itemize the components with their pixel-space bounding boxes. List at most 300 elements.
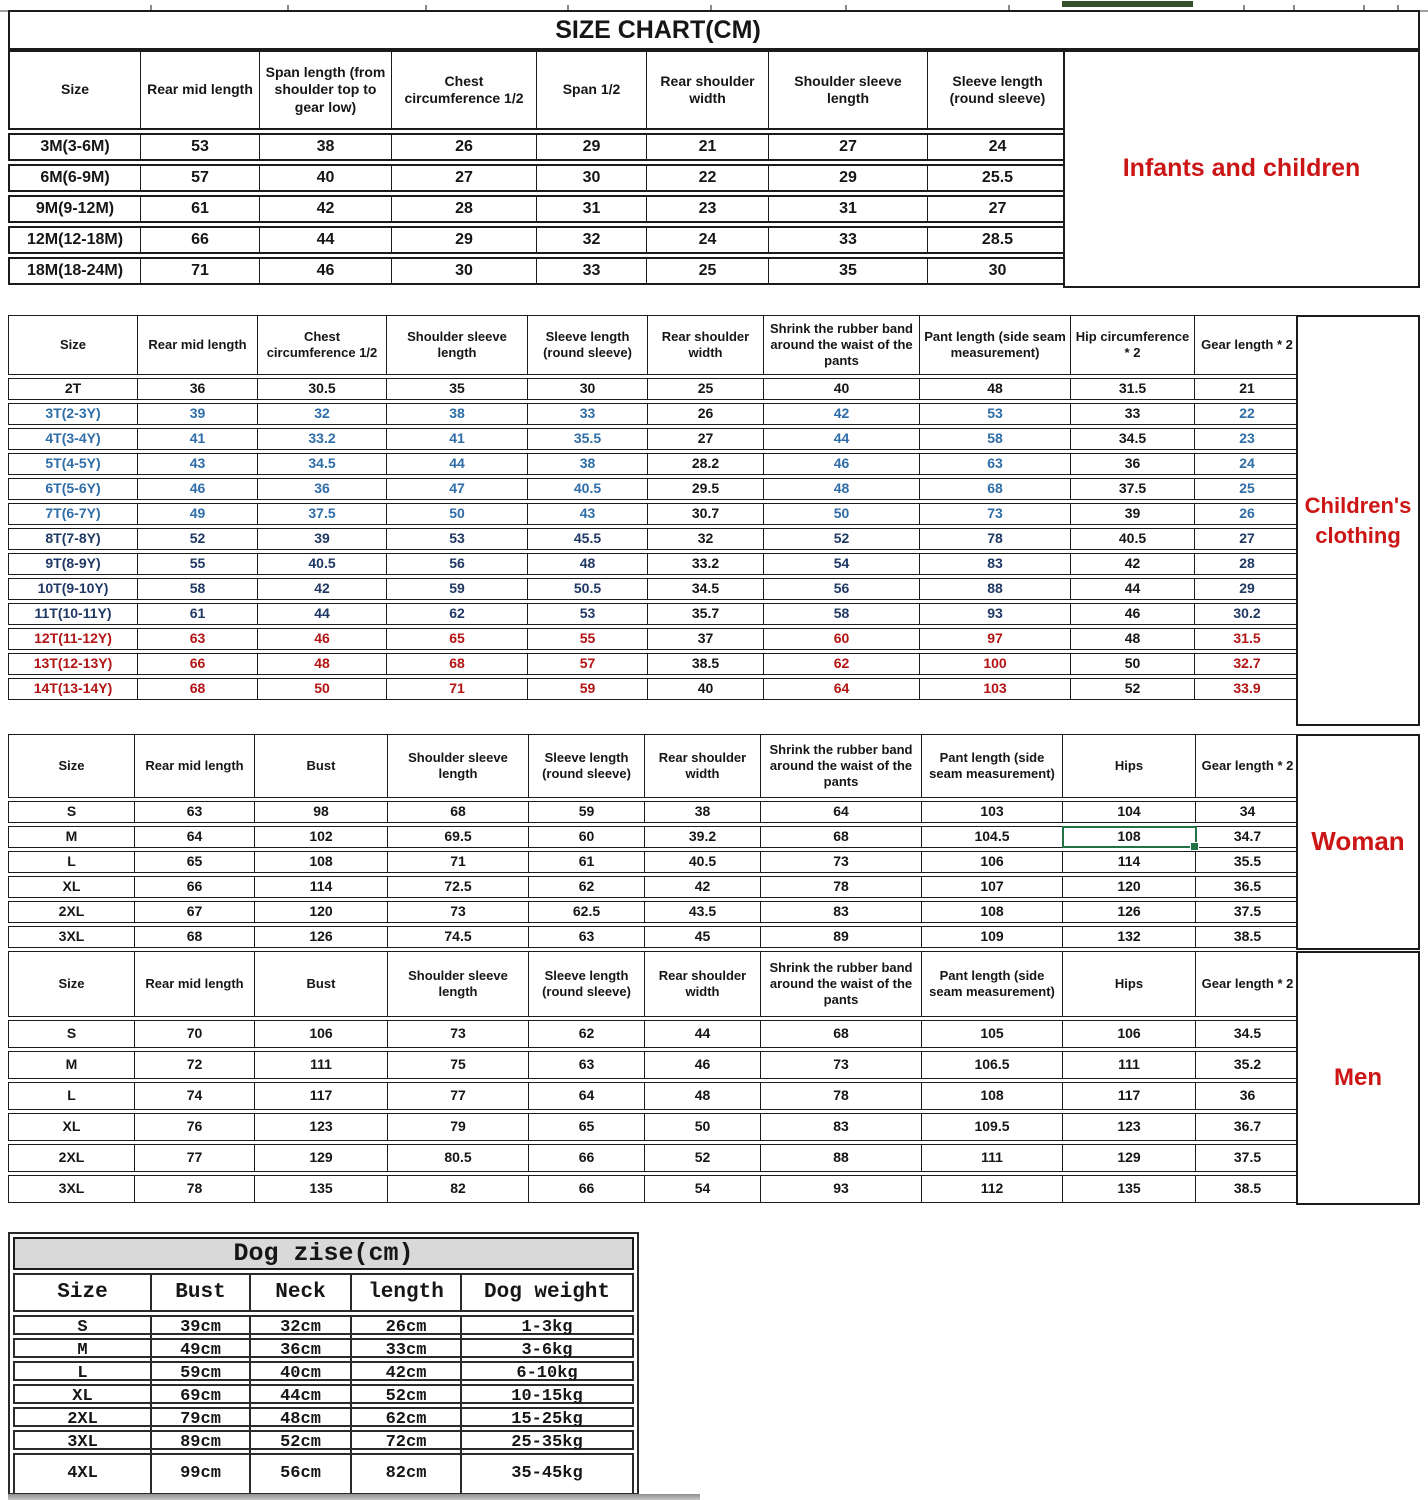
column-header-cell: Pant length (side seam measurement) <box>922 735 1063 797</box>
table-cell: 108 <box>255 852 388 873</box>
table-cell: M <box>15 1340 152 1363</box>
table-cell: 58 <box>138 579 258 599</box>
table-cell: 35.2 <box>1233 1056 1262 1073</box>
table-cell: 8T(7-8Y) <box>9 529 138 549</box>
table-cell: 61 <box>529 852 645 873</box>
table-cell: 80.5 <box>388 1145 529 1171</box>
table-cell: 117 <box>255 1083 388 1109</box>
table-cell: 52 <box>645 1145 761 1171</box>
table-cell: 60 <box>529 827 645 848</box>
table-cell: 31 <box>537 197 647 221</box>
table-cell: 42 <box>1071 554 1195 574</box>
table-header-row <box>8 315 1298 375</box>
table-cell: 126 <box>255 927 388 948</box>
table-cell: 3T(2-3Y) <box>9 404 138 424</box>
table-cell: 83 <box>920 554 1071 574</box>
size-chart-title: SIZE CHART(CM) <box>8 10 1420 50</box>
table-cell: 28 <box>392 197 537 221</box>
table-cell: 73 <box>761 852 922 873</box>
table-cell: 59 <box>529 802 645 823</box>
table-cell: 38 <box>528 454 648 474</box>
table-cell: 104.5 <box>922 827 1063 848</box>
table-cell: 39 <box>1071 504 1195 524</box>
table-row <box>13 1407 634 1427</box>
table-cell: 40.5 <box>645 852 761 873</box>
table-cell: 43 <box>138 454 258 474</box>
table-cell: 120 <box>1063 877 1196 898</box>
column-header-cell: Rear shoulder width <box>648 316 764 374</box>
table-row <box>8 901 1298 924</box>
table-cell: 35 <box>769 259 928 283</box>
table-cell: 56 <box>764 579 920 599</box>
column-header-cell: Size <box>15 1275 152 1310</box>
table-cell: 65 <box>387 629 528 649</box>
table-cell: 79 <box>388 1114 529 1140</box>
table-cell: 33 <box>1071 404 1195 424</box>
column-header-cell: Size <box>10 52 141 128</box>
table-cell: 54 <box>645 1176 761 1202</box>
table-cell: 111 <box>1063 1052 1196 1078</box>
table-row <box>8 1144 1298 1172</box>
table-cell: 52 <box>1071 679 1195 699</box>
table-cell: 42 <box>260 197 392 221</box>
column-header-cell: Shrink the rubber band around the waist of the pants <box>761 952 922 1016</box>
table-cell: 44 <box>260 228 392 252</box>
table-cell: 48 <box>920 379 1071 399</box>
table-cell: M <box>9 827 135 848</box>
table-cell: 73 <box>388 902 529 923</box>
table-cell: 38.5 <box>1233 1180 1262 1197</box>
table-cell: 123 <box>1063 1114 1196 1140</box>
table-cell: 33cm <box>352 1340 462 1363</box>
table-cell: 57 <box>528 654 648 674</box>
table-cell: 24 <box>647 228 769 252</box>
table-cell: 112 <box>922 1176 1063 1202</box>
table-cell: 28.2 <box>648 454 764 474</box>
table-cell: 66 <box>135 877 255 898</box>
table-cell: 27 <box>988 200 1007 218</box>
table-cell: 68 <box>761 827 922 848</box>
table-cell: 106.5 <box>922 1052 1063 1078</box>
table-cell: 36 <box>1071 454 1195 474</box>
table-cell: 44 <box>764 429 920 449</box>
table-cell: 40 <box>260 166 392 190</box>
table-cell: S <box>9 1021 135 1047</box>
column-header-cell: Shrink the rubber band around the waist of the pants <box>761 735 922 797</box>
table-cell: 40.5 <box>1071 529 1195 549</box>
table-cell: 36 <box>1239 1087 1256 1104</box>
table-cell: 63 <box>138 629 258 649</box>
table-cell: 43.5 <box>645 902 761 923</box>
woman-size-table <box>8 734 1420 951</box>
table-cell: 34.5 <box>1233 1025 1262 1042</box>
dog-table-shadow <box>8 1494 700 1500</box>
table-row <box>8 528 1298 550</box>
table-row <box>8 678 1298 700</box>
table-cell: 98 <box>255 802 388 823</box>
table-cell: 106 <box>922 852 1063 873</box>
table-cell: 58 <box>764 604 920 624</box>
table-cell: 46 <box>258 629 387 649</box>
table-cell: 64 <box>764 679 920 699</box>
table-cell: 30.5 <box>258 379 387 399</box>
table-cell: 46 <box>1071 604 1195 624</box>
table-cell: 32 <box>648 529 764 549</box>
table-cell: 10-15kg <box>511 1387 583 1406</box>
table-cell: 4T(3-4Y) <box>9 429 138 449</box>
column-header-cell: Bust <box>255 952 388 1016</box>
table-cell: 77 <box>135 1145 255 1171</box>
table-cell: 41 <box>138 429 258 449</box>
table-cell: 64 <box>135 827 255 848</box>
table-cell: 62cm <box>352 1409 462 1432</box>
table-cell: 27 <box>648 429 764 449</box>
table-cell: 78 <box>920 529 1071 549</box>
table-cell: 44 <box>645 1021 761 1047</box>
table-cell: 65 <box>135 852 255 873</box>
table-cell: 48 <box>645 1083 761 1109</box>
table-cell: 33.2 <box>648 554 764 574</box>
table-cell: 34.7 <box>1233 828 1262 845</box>
table-cell: 31 <box>769 197 928 221</box>
table-cell: 64 <box>761 802 922 823</box>
table-cell: 66 <box>141 228 260 252</box>
table-cell: 82 <box>388 1176 529 1202</box>
table-cell: 47 <box>387 479 528 499</box>
table-cell: S <box>9 802 135 823</box>
table-cell: 52 <box>764 529 920 549</box>
table-cell: 41 <box>387 429 528 449</box>
table-header-row <box>13 1273 634 1312</box>
table-cell: M <box>9 1052 135 1078</box>
table-cell: 25 <box>648 379 764 399</box>
table-cell: 83 <box>761 902 922 923</box>
table-cell: 63 <box>920 454 1071 474</box>
table-cell: 24 <box>1239 455 1255 472</box>
table-row <box>8 628 1298 650</box>
table-cell: 63 <box>529 1052 645 1078</box>
table-row <box>8 478 1298 500</box>
table-cell: 72cm <box>352 1432 462 1455</box>
table-cell: 71 <box>141 259 260 283</box>
table-cell: L <box>15 1363 152 1386</box>
table-row <box>8 603 1298 625</box>
table-cell: XL <box>9 877 135 898</box>
table-cell: 67 <box>135 902 255 923</box>
table-cell: 44 <box>1071 579 1195 599</box>
table-cell: 3XL <box>9 1176 135 1202</box>
table-cell: 76 <box>135 1114 255 1140</box>
table-row <box>8 1020 1298 1048</box>
table-cell: 2XL <box>9 1145 135 1171</box>
table-row <box>8 403 1298 425</box>
table-row <box>8 578 1298 600</box>
column-header-cell: Rear mid length <box>141 52 260 128</box>
column-header-cell: Neck <box>251 1275 352 1310</box>
table-cell: 111 <box>255 1052 388 1078</box>
table-cell: 53 <box>141 135 260 159</box>
table-cell: 26 <box>648 404 764 424</box>
table-cell: 63 <box>135 802 255 823</box>
table-cell: 58 <box>920 429 1071 449</box>
table-cell: 27 <box>1239 530 1255 547</box>
table-cell: 100 <box>920 654 1071 674</box>
table-cell: 1-3kg <box>521 1318 573 1337</box>
table-cell: 70 <box>135 1021 255 1047</box>
table-row <box>8 378 1298 400</box>
infants-side-label: Infants and children <box>1063 50 1420 288</box>
table-cell: 42 <box>645 877 761 898</box>
column-header-cell: Bust <box>152 1275 251 1310</box>
table-header-row <box>8 951 1298 1017</box>
table-cell: 107 <box>922 877 1063 898</box>
table-cell: 25.5 <box>981 169 1014 187</box>
table-cell: 48 <box>528 554 648 574</box>
men-size-table <box>8 951 1420 1206</box>
table-cell: 88 <box>761 1145 922 1171</box>
table-cell: 126 <box>1063 902 1196 923</box>
table-cell: 40 <box>764 379 920 399</box>
table-cell: 37.5 <box>1233 903 1262 920</box>
table-cell: 21 <box>647 135 769 159</box>
table-cell: 42 <box>258 579 387 599</box>
table-cell: 74.5 <box>388 927 529 948</box>
column-header-cell: Size <box>9 735 135 797</box>
table-cell: 50 <box>387 504 528 524</box>
table-cell: 88 <box>920 579 1071 599</box>
table-cell: 40.5 <box>258 554 387 574</box>
table-cell: 117 <box>1063 1083 1196 1109</box>
table-cell: 33 <box>769 228 928 252</box>
table-cell: L <box>9 1083 135 1109</box>
table-cell: 36cm <box>251 1340 352 1363</box>
table-cell: 34 <box>1239 803 1256 820</box>
table-row <box>13 1338 634 1358</box>
table-cell: 40.5 <box>528 479 648 499</box>
children-size-table <box>8 315 1420 728</box>
table-cell: 32 <box>258 404 387 424</box>
column-header-cell: Hips <box>1063 735 1196 797</box>
table-cell: 49 <box>138 504 258 524</box>
table-cell: 50 <box>645 1114 761 1140</box>
table-cell: 78 <box>135 1176 255 1202</box>
table-row <box>8 876 1298 899</box>
column-header-cell: Size <box>9 952 135 1016</box>
table-cell: 102 <box>255 827 388 848</box>
table-cell: 3-6kg <box>521 1341 573 1360</box>
table-cell: 66 <box>529 1176 645 1202</box>
table-cell: 3M(3-6M) <box>10 135 141 159</box>
table-cell: 42cm <box>352 1363 462 1386</box>
table-cell: 50 <box>1071 654 1195 674</box>
table-cell: 39 <box>138 404 258 424</box>
table-cell: 69.5 <box>388 827 529 848</box>
table-cell: 50 <box>764 504 920 524</box>
table-cell: 62 <box>387 604 528 624</box>
column-header-cell: Sleeve length (round sleeve) <box>529 952 645 1016</box>
table-cell: 66 <box>138 654 258 674</box>
table-row <box>8 801 1298 824</box>
table-cell: 53 <box>387 529 528 549</box>
table-cell: 50 <box>258 679 387 699</box>
table-cell: 9M(9-12M) <box>10 197 141 221</box>
table-cell: 79cm <box>152 1409 251 1432</box>
table-cell: 48 <box>764 479 920 499</box>
table-cell: 30 <box>392 259 537 283</box>
table-cell: 11T(10-11Y) <box>9 604 138 624</box>
table-cell: 34.5 <box>1071 429 1195 449</box>
table-cell: 106 <box>255 1021 388 1047</box>
column-header-cell: Rear shoulder width <box>645 952 761 1016</box>
table-cell: 30 <box>988 262 1007 280</box>
table-cell: XL <box>9 1114 135 1140</box>
table-row <box>8 257 1065 285</box>
table-row <box>8 926 1298 949</box>
table-cell: 73 <box>920 504 1071 524</box>
column-header-cell: length <box>352 1275 462 1310</box>
table-cell: 69cm <box>152 1386 251 1409</box>
table-row <box>8 195 1065 223</box>
table-row <box>8 1113 1298 1141</box>
table-cell: 68 <box>388 802 529 823</box>
table-cell: 46 <box>764 454 920 474</box>
table-cell: 114 <box>255 877 388 898</box>
table-cell: 28.5 <box>981 231 1014 249</box>
table-cell: 29.5 <box>648 479 764 499</box>
column-header-cell: Pant length (side seam measurement) <box>920 316 1071 374</box>
table-cell: 105 <box>922 1021 1063 1047</box>
table-row <box>8 851 1298 874</box>
table-cell: 37.5 <box>258 504 387 524</box>
column-header-cell: Bust <box>255 735 388 797</box>
table-cell: 39.2 <box>645 827 761 848</box>
table-cell: 37.5 <box>1233 1149 1262 1166</box>
table-row <box>8 133 1065 161</box>
table-cell: 35-45kg <box>511 1463 583 1483</box>
table-cell: 29 <box>392 228 537 252</box>
table-cell: 103 <box>922 802 1063 823</box>
table-cell: 97 <box>920 629 1071 649</box>
table-cell: 49cm <box>152 1340 251 1363</box>
table-cell: 78 <box>761 1083 922 1109</box>
table-cell: 135 <box>1063 1176 1196 1202</box>
table-cell: 53 <box>920 404 1071 424</box>
table-cell: 68 <box>135 927 255 948</box>
table-row <box>8 1082 1298 1110</box>
children-side-label: Children's clothing <box>1296 315 1420 726</box>
table-cell: 38 <box>645 802 761 823</box>
table-row <box>8 1175 1298 1203</box>
table-cell: 36 <box>258 479 387 499</box>
table-row <box>13 1315 634 1335</box>
table-cell: 40 <box>648 679 764 699</box>
table-cell: 32cm <box>251 1317 352 1340</box>
table-cell: 38.5 <box>648 654 764 674</box>
table-cell: 132 <box>1063 927 1196 948</box>
column-header-cell: Span length (from shoulder top to gear low) <box>260 52 392 128</box>
column-header-cell: Rear shoulder width <box>645 735 761 797</box>
table-cell: 34.5 <box>648 579 764 599</box>
table-cell: 36.5 <box>1233 878 1262 895</box>
table-row <box>8 1051 1298 1079</box>
table-row <box>13 1361 634 1381</box>
table-cell: 46 <box>138 479 258 499</box>
table-cell: 55 <box>138 554 258 574</box>
table-cell: 109.5 <box>922 1114 1063 1140</box>
table-row <box>8 553 1298 575</box>
table-cell: 111 <box>922 1145 1063 1171</box>
table-cell: 65 <box>529 1114 645 1140</box>
column-header-cell: Sleeve length (round sleeve) <box>949 72 1046 106</box>
table-cell: 12T(11-12Y) <box>9 629 138 649</box>
column-header-cell: Sleeve length (round sleeve) <box>529 735 645 797</box>
table-cell: 27 <box>769 135 928 159</box>
table-cell: 35.5 <box>1233 853 1262 870</box>
table-cell: 35 <box>387 379 528 399</box>
table-cell: 89cm <box>152 1432 251 1455</box>
table-cell: 31.5 <box>1233 630 1261 647</box>
table-cell: 38 <box>260 135 392 159</box>
table-cell: 120 <box>255 902 388 923</box>
table-cell: 48cm <box>251 1409 352 1432</box>
table-cell: 40cm <box>251 1363 352 1386</box>
table-cell: 108 <box>922 902 1063 923</box>
table-cell: 23 <box>1239 430 1255 447</box>
column-header-cell: Size <box>9 316 138 374</box>
woman-side-label: Woman <box>1296 734 1420 950</box>
table-row <box>13 1384 634 1404</box>
table-cell: 35.5 <box>528 429 648 449</box>
table-cell: 30 <box>528 379 648 399</box>
table-cell: 44cm <box>251 1386 352 1409</box>
table-cell: 45.5 <box>528 529 648 549</box>
table-cell: 29 <box>1239 580 1255 597</box>
column-header-cell: Chest circumference 1/2 <box>392 52 537 128</box>
table-cell: 39cm <box>152 1317 251 1340</box>
column-header-cell: Shrink the rubber band around the waist of the pants <box>764 316 920 374</box>
table-cell: 21 <box>1239 380 1255 397</box>
table-cell: 26 <box>1239 505 1255 522</box>
table-cell: 33.9 <box>1233 680 1261 697</box>
table-cell: 34.5 <box>258 454 387 474</box>
table-cell: 22 <box>647 166 769 190</box>
table-cell: 61 <box>141 197 260 221</box>
column-header-cell: Rear mid length <box>135 952 255 1016</box>
column-header-cell: Sleeve length (round sleeve) <box>528 316 648 374</box>
table-cell: 68 <box>387 654 528 674</box>
table-cell: 82cm <box>352 1455 462 1493</box>
table-cell: 33 <box>537 259 647 283</box>
table-cell: 48 <box>1071 629 1195 649</box>
table-cell: S <box>15 1317 152 1340</box>
table-cell: 2XL <box>9 902 135 923</box>
table-cell: 25 <box>647 259 769 283</box>
table-cell: 37.5 <box>1071 479 1195 499</box>
table-cell: 3XL <box>15 1432 152 1455</box>
table-cell: 114 <box>1063 852 1196 873</box>
table-cell: 61 <box>138 604 258 624</box>
table-cell: 63 <box>529 927 645 948</box>
table-cell: 75 <box>388 1052 529 1078</box>
selected-cell[interactable]: 108 <box>1063 827 1196 848</box>
table-cell: 68 <box>138 679 258 699</box>
column-header-cell: Dog weight <box>483 1280 611 1304</box>
table-cell: 44 <box>387 454 528 474</box>
table-row <box>8 653 1298 675</box>
table-cell: L <box>9 852 135 873</box>
dog-size-table <box>8 1232 639 1495</box>
table-cell: 62 <box>529 877 645 898</box>
